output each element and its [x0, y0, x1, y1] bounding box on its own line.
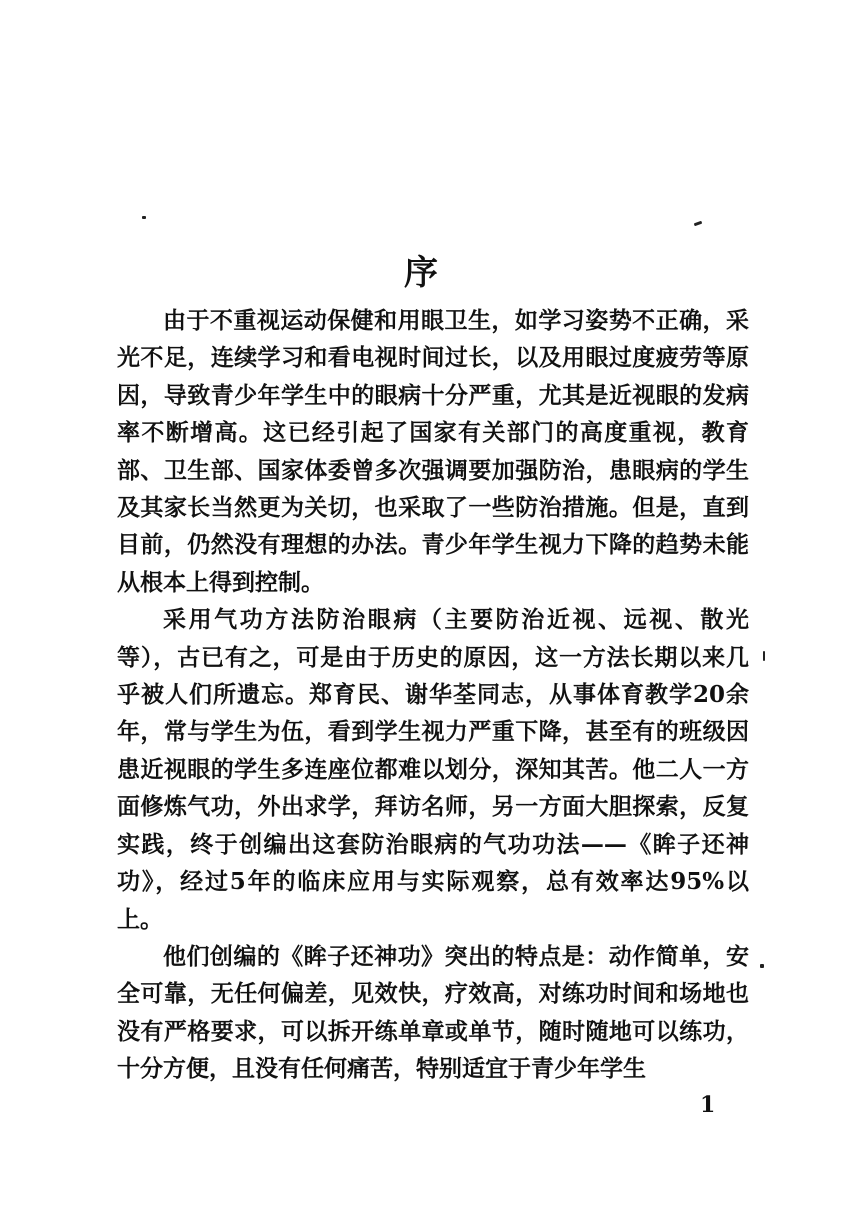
paragraph: 他们创编的《眸子还神功》突出的特点是：动作简单，安全可靠，无任何偏差，见效快，疗效高，对练功时间和场地也没有严格要求，可以拆开练单章或单节，随时随地可以练功，十分方便，且没有任何痛苦，特别适宜于青少年学生 — [117, 942, 749, 1083]
scan-speck — [760, 964, 764, 968]
scan-speck — [694, 221, 703, 227]
scan-speck — [763, 651, 765, 661]
page-title: 序 — [404, 252, 440, 293]
paragraph: 采用气功方法防治眼病（主要防治近视、远视、散光等），古已有之，可是由于历史的原因，这一方法长期以来几乎被人们所遗忘。郑育民、谢华荃同志，从事体育教学20余年，常与学生为伍，看到学生视力严重下降，甚至有的班级因患近视眼的学生多连座位都难以划分，深知其苦。他二人一方面修炼气功，外出求学，拜访名师，另一方面大胆探索，反复实践，终于创编出这套防治眼病的气功功法——《眸子还神功》，经过5年的临床应用与实际观察，总有效率达95%以上。 — [117, 606, 749, 933]
body-text — [117, 302, 749, 1088]
scan-speck — [142, 216, 146, 219]
paragraph: 由于不重视运动保健和用眼卫生，如学习姿势不正确，采光不足，连续学习和看电视时间过长，以及用眼过度疲劳等原因，导致青少年学生中的眼病十分严重，尤其是近视眼的发病率不断增高。这已经引起了国家有关部门的高度重视，教育部、卫生部、国家体委曾多次强调要加强防治，患眼病的学生及其家长当然更为关切，也采取了一些防治措施。但是，直到目前，仍然没有理想的办法。青少年学生视力下降的趋势未能从根本上得到控制。 — [117, 307, 749, 596]
page-number: 1 — [700, 1092, 716, 1118]
